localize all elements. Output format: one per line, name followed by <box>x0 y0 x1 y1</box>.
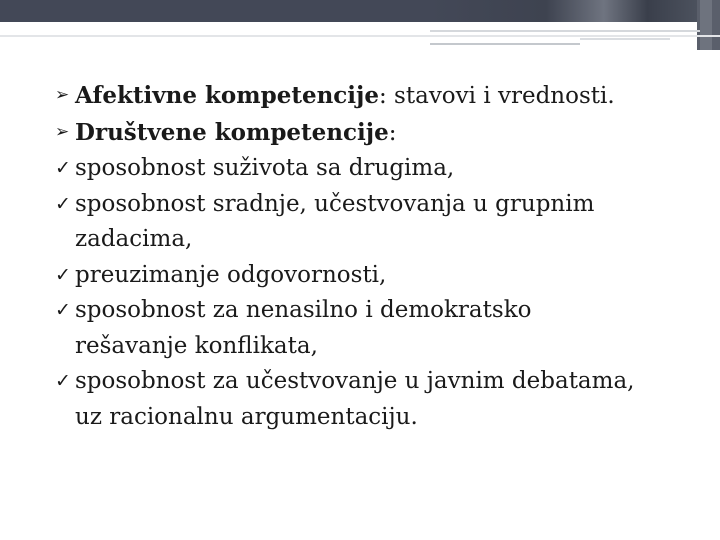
slide-body <box>55 78 705 435</box>
list-item <box>55 78 705 115</box>
item-text: sposobnost za nenasilno i demokratsko <box>75 297 532 323</box>
item-text: preuzimanje odgovornosti, <box>75 261 387 288</box>
checkmark-bullet-icon: ✓ <box>55 299 71 321</box>
arrow-bullet-icon: ➢ <box>55 121 70 142</box>
list-item <box>55 187 705 258</box>
header-corner-block-inner <box>700 0 712 50</box>
arrow-bullet-icon: ➢ <box>55 85 70 105</box>
item-text-continuation: rešavanje konflikata, <box>75 332 318 359</box>
list-item <box>55 258 705 294</box>
list-item <box>55 151 705 187</box>
list-item <box>55 293 705 364</box>
item-text: : stavovi i vrednosti. <box>379 83 615 109</box>
checkmark-bullet-icon: ✓ <box>55 263 71 286</box>
checkmark-bullet-icon: ✓ <box>55 370 71 392</box>
header-rule <box>0 35 720 37</box>
item-text-continuation: zadacima, <box>75 226 193 252</box>
header-rule <box>580 38 670 40</box>
checkmark-bullet-icon: ✓ <box>55 157 71 179</box>
list-item <box>55 115 705 152</box>
item-text: sposobnost sradnje, učestvovanja u grupnim <box>75 190 595 217</box>
item-text: sposobnost za učestvovanje u javnim debatama, <box>75 368 635 394</box>
header-band-gradient <box>430 0 720 22</box>
item-heading: Društvene kompetencije <box>75 118 389 146</box>
header-rule <box>430 30 700 32</box>
item-text-continuation: uz racionalnu argumentaciju. <box>75 403 418 430</box>
item-text: sposobnost suživota sa drugima, <box>75 155 455 181</box>
list-item <box>55 364 705 435</box>
checkmark-bullet-icon: ✓ <box>55 192 71 215</box>
header-rule <box>430 43 580 45</box>
item-heading: Afektivne kompetencije <box>75 82 379 109</box>
item-text: : <box>388 119 397 146</box>
